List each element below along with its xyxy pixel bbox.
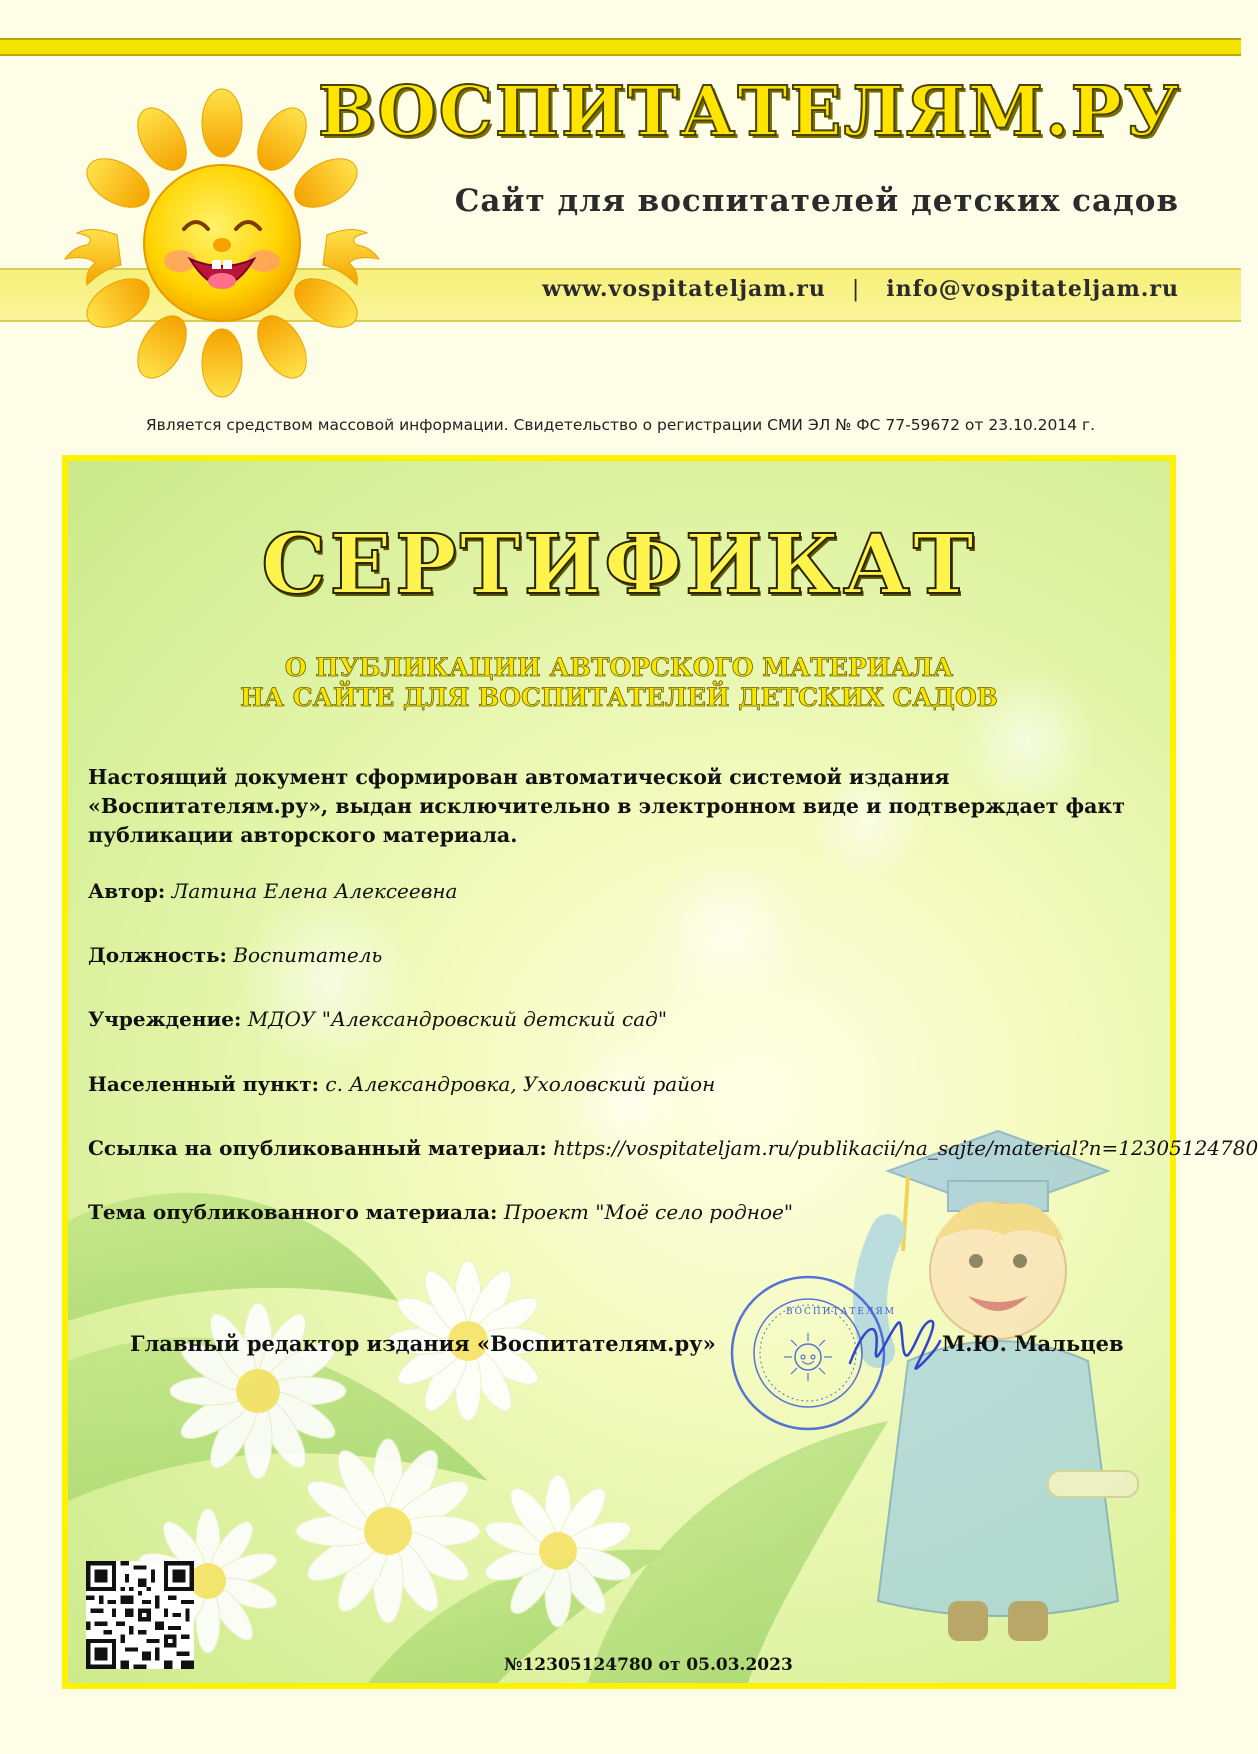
subtitle-line-1: О ПУБЛИКАЦИИ АВТОРСКОГО МАТЕРИАЛА: [284, 653, 954, 682]
certificate-number: №12305124780 от 05.03.2023: [504, 1655, 793, 1675]
certificate-title: СЕРТИФИКАТ: [261, 517, 977, 613]
field-author: [88, 879, 457, 903]
field-locality: [88, 1072, 715, 1096]
site-subtitle: Сайт для воспитателей детских садов: [454, 183, 1179, 219]
field-label: Должность:: [88, 943, 227, 967]
site-title: ВОСПИТАТЕЛЯМ.РУ: [317, 72, 1181, 152]
field-label: Ссылка на опубликованный материал:: [88, 1136, 547, 1160]
field-label: Тема опубликованного материала:: [88, 1200, 498, 1224]
contacts: [542, 276, 1179, 302]
daisy-flowers-icon: [138, 1251, 638, 1691]
field-label: Учреждение:: [88, 1007, 242, 1031]
field-material-topic: [88, 1200, 793, 1224]
editor-name: М.Ю. Мальцев: [942, 1331, 1124, 1356]
website-link[interactable]: www.vospitateljam.ru: [542, 276, 826, 302]
top-stripe: [0, 38, 1241, 56]
stamp-text: ВОСПИТАТЕЛЯМ: [786, 1307, 896, 1317]
intro-text: Настоящий документ сформирован автоматической системой издания «Воспитателям.ру», выдан исключительно в электронном виде и подтверждает факт публикации авторского материала.: [88, 765, 1125, 847]
graduate-boy-icon: [848, 1101, 1148, 1661]
qr-code-icon[interactable]: [86, 1561, 194, 1669]
field-value: Проект "Моё село родное": [503, 1200, 794, 1224]
material-link[interactable]: https://vospitateljam.ru/publikacii/na_sajte/material?n=12305124780: [553, 1136, 1258, 1160]
subtitle-line-2: НА САЙТЕ ДЛЯ ВОСПИТАТЕЛЕЙ ДЕТСКИХ САДОВ: [240, 683, 998, 712]
signature-icon: [846, 1311, 942, 1381]
field-position: [88, 943, 382, 967]
field-value: Воспитатель: [233, 943, 383, 967]
field-value: с. Александровка, Ухоловский район: [325, 1072, 716, 1096]
field-material-link: [88, 1136, 1258, 1160]
email-link[interactable]: info@vospitateljam.ru: [886, 276, 1179, 302]
field-label: Населенный пункт:: [88, 1072, 320, 1096]
registration-notice: Является средством массовой информации. Свидетельство о регистрации СМИ ЭЛ № ФС 77-59672 от 23.10.2014 г.: [145, 416, 1096, 434]
field-value: МДОУ "Александровский детский сад": [247, 1007, 668, 1031]
certificate-subtitle: [68, 653, 1170, 713]
field-institution: [88, 1007, 667, 1031]
editor-label: Главный редактор издания «Воспитателям.ру»: [130, 1331, 716, 1356]
field-label: Автор:: [88, 879, 166, 903]
contacts-separator: |: [851, 277, 861, 302]
field-value: Латина Елена Алексеевна: [171, 879, 458, 903]
certificate-frame: [62, 455, 1258, 1689]
